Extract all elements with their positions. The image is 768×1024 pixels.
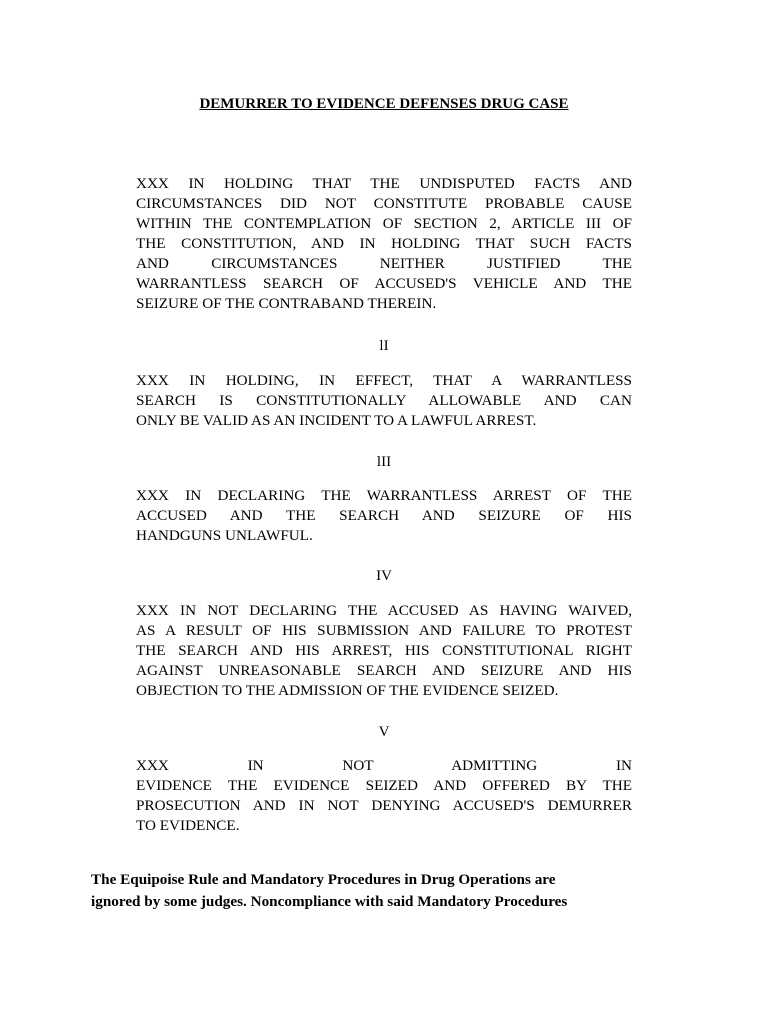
section-5-text (136, 756, 632, 836)
section-2-numeral: lI (379, 338, 389, 354)
section-4-numeral: IV (376, 568, 392, 584)
section-3-text (136, 486, 632, 546)
text-line: ACCUSED AND THE SEARCH AND SEIZURE OF HIS (136, 507, 632, 524)
footer-line: The Equipoise Rule and Mandatory Procedures in Drug Operations are (91, 871, 556, 888)
text-line: XXX IN HOLDING, IN EFFECT, THAT A WARRANTLESS (136, 372, 632, 389)
text-line: SEARCH IS CONSTITUTIONALLY ALLOWABLE AND CAN (136, 392, 632, 409)
text-line: XXX IN NOT DECLARING THE ACCUSED AS HAVING WAIVED, (136, 602, 632, 619)
text-line: THE SEARCH AND HIS ARREST, HIS CONSTITUTIONAL RIGHT (136, 642, 632, 659)
text-line: CIRCUMSTANCES DID NOT CONSTITUTE PROBABLE CAUSE (136, 195, 632, 212)
page-title: DEMURRER TO EVIDENCE DEFENSES DRUG CASE (199, 96, 569, 112)
text-line: XXX IN DECLARING THE WARRANTLESS ARREST OF THE (136, 487, 632, 504)
section-2-text (136, 371, 632, 431)
section-4-text (136, 601, 632, 701)
text-line: XXX IN NOT ADMITTING IN (136, 757, 632, 774)
text-line: PROSECUTION AND IN NOT DENYING ACCUSED'S DEMURRER (136, 797, 632, 814)
section-1-text (136, 174, 632, 314)
section-5-numeral: V (378, 724, 390, 740)
text-line: AND CIRCUMSTANCES NEITHER JUSTIFIED THE (136, 255, 632, 272)
text-line: OBJECTION TO THE ADMISSION OF THE EVIDENCE SEIZED. (136, 682, 559, 699)
text-line: AGAINST UNREASONABLE SEARCH AND SEIZURE AND HIS (136, 662, 632, 679)
text-line: TO EVIDENCE. (136, 817, 240, 834)
text-line: XXX IN HOLDING THAT THE UNDISPUTED FACTS AND (136, 175, 632, 192)
text-line: SEIZURE OF THE CONTRABAND THEREIN. (136, 295, 437, 312)
text-line: ONLY BE VALID AS AN INCIDENT TO A LAWFUL ARREST. (136, 412, 537, 429)
text-line: AS A RESULT OF HIS SUBMISSION AND FAILURE TO PROTEST (136, 622, 632, 639)
footer-line: ignored by some judges. Noncompliance with said Mandatory Procedures (91, 893, 568, 910)
text-line: WARRANTLESS SEARCH OF ACCUSED'S VEHICLE AND THE (136, 275, 632, 292)
text-line: WITHIN THE CONTEMPLATION OF SECTION 2, ARTICLE III OF (136, 215, 632, 232)
text-line: THE CONSTITUTION, AND IN HOLDING THAT SUCH FACTS (136, 235, 632, 252)
footer-paragraph (91, 869, 651, 913)
text-line: EVIDENCE THE EVIDENCE SEIZED AND OFFERED BY THE (136, 777, 632, 794)
section-3-numeral: lII (376, 454, 392, 470)
text-line: HANDGUNS UNLAWFUL. (136, 527, 313, 544)
